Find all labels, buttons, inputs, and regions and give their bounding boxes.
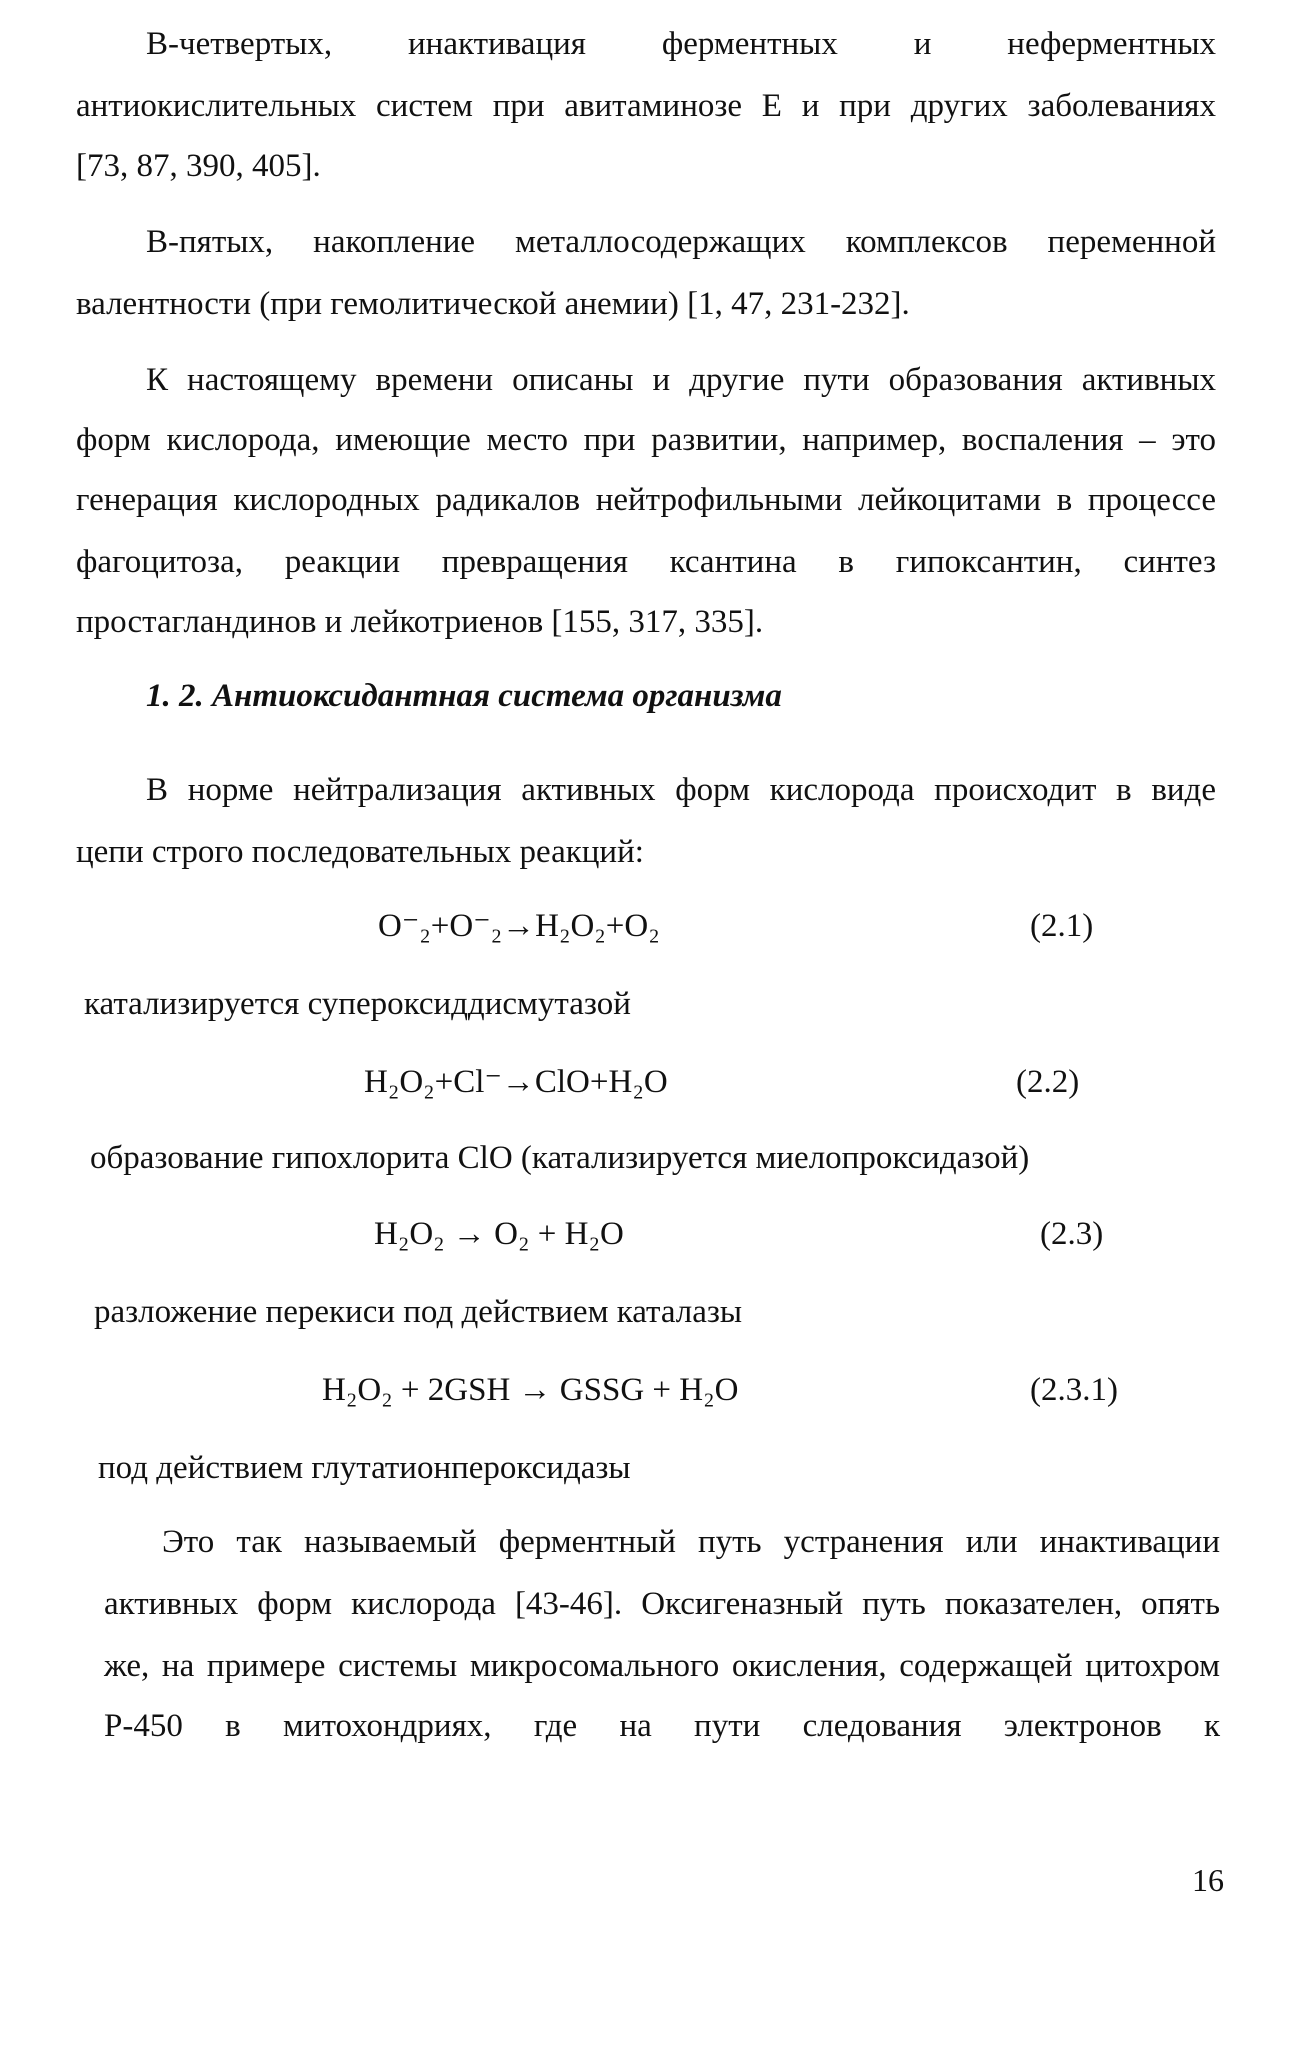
page-number: 16 <box>1192 1862 1224 1898</box>
section-heading: 1. 2. Антиоксидантная система организма <box>146 678 782 714</box>
paragraph-line: активных форм кислорода [43-46]. Оксигеназный путь показателен, опять <box>104 1586 1220 1622</box>
paragraph-line: [73, 87, 390, 405]. <box>76 148 321 184</box>
paragraph-line: генерация кислородных радикалов нейтрофильными лейкоцитами в процессе <box>76 482 1216 518</box>
paragraph-line: К настоящему времени описаны и другие пути образования активных <box>146 362 1216 398</box>
equation: H₂O₂+Cl⁻→ClO+H₂O <box>364 1064 668 1100</box>
paragraph-line: фагоцитоза, реакции превращения ксантина в гипоксантин, синтез <box>76 544 1216 580</box>
equation-number: (2.3) <box>1040 1216 1104 1252</box>
equation-caption: под действием глутатионпероксидазы <box>98 1450 631 1486</box>
equation-number: (2.1) <box>1030 908 1094 944</box>
paragraph-line: же, на примере системы микросомального окисления, содержащей цитохром <box>104 1648 1220 1684</box>
paragraph-line: форм кислорода, имеющие место при развитии, например, воспаления – это <box>76 422 1216 458</box>
paragraph-line: В норме нейтрализация активных форм кислорода происходит в виде <box>146 772 1216 808</box>
equation-caption: разложение перекиси под действием каталазы <box>94 1294 743 1330</box>
equation: O⁻₂+O⁻₂→H₂O₂+O₂ <box>378 908 660 944</box>
equation-number: (2.3.1) <box>1030 1372 1118 1408</box>
paragraph-line: цепи строго последовательных реакций: <box>76 834 644 870</box>
equation-number: (2.2) <box>1016 1064 1080 1100</box>
equation-caption: образование гипохлорита ClO (катализируется миелопроксидазой) <box>90 1140 1030 1176</box>
equation: H₂O₂ + 2GSH → GSSG + H₂O <box>322 1372 739 1408</box>
paragraph-line: В-четвертых, инактивация ферментных и неферментных <box>146 26 1216 62</box>
paragraph-line: антиокислительных систем при авитаминозе Е и при других заболеваниях <box>76 88 1216 124</box>
paragraph-line: Р-450 в митохондриях, где на пути следования электронов к <box>104 1708 1220 1744</box>
paragraph-line: простагландинов и лейкотриенов [155, 317, 335]. <box>76 604 764 640</box>
paragraph-line: валентности (при гемолитической анемии) [1, 47, 231-232]. <box>76 286 910 322</box>
paragraph-line: В-пятых, накопление металлосодержащих комплексов переменной <box>146 224 1216 260</box>
paragraph-line: Это так называемый ферментный путь устранения или инактивации <box>162 1524 1220 1560</box>
equation-caption: катализируется супероксиддисмутазой <box>84 986 631 1022</box>
equation: H₂O₂ → O₂ + H₂O <box>374 1216 624 1252</box>
